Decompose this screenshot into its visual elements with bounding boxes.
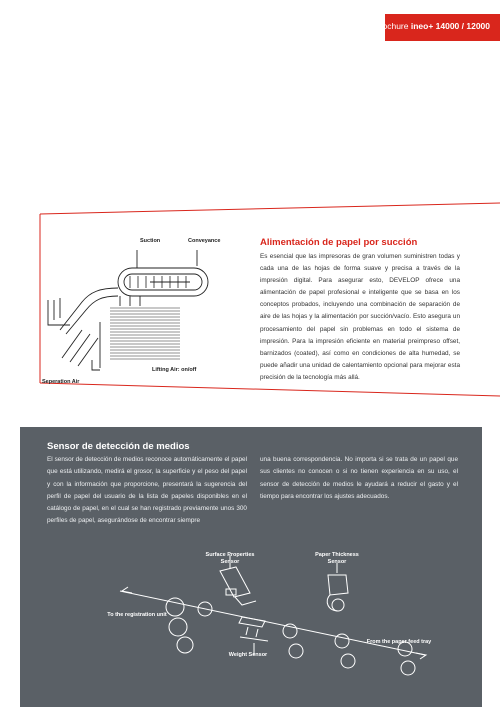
brochure-header <box>373 14 500 44</box>
header-title <box>374 21 490 31</box>
suction-feed-section <box>0 200 500 410</box>
weight-sensor-label: Weight Sensor <box>228 652 268 658</box>
suction-title: Alimentación de papel por succión <box>260 237 418 248</box>
thickness-sensor-label: Paper Thickness Sensor <box>315 552 359 565</box>
brochure-label: Brochure <box>373 21 411 31</box>
conveyance-label: Conveyance <box>188 238 221 244</box>
paper-feed-label: From the paper feed tray <box>366 639 432 645</box>
separation-air-label: Seperation Air <box>42 379 80 385</box>
registration-unit-label: To the registration unit <box>107 612 167 618</box>
suction-body: Es esencial que las impresoras de gran volumen suministren todas y cada una de las hojas de forma suave y precisa a través de la impresión digital. Para asegurar esto, DEVELOP ofrece una alimentación de papel profesional e inteligente que se basa en los conceptos probados, incluyendo una combinación de separación de aire de las hojas y la alimentación por succión/vacío. Esto asegura un procesamiento del papel sin problemas en todo el sistema de impresión. Para la impresión eficiente en material preimpreso offset, barnizados (coated), así como en condiciones de alta humedad, se puede añadir una unidad de calentamiento opcional para mejorar esta precisión de la tecnología más allá. <box>260 253 460 381</box>
suction-feed-diagram <box>30 230 240 395</box>
product-label: ineo+ 14000 / 12000 <box>410 21 490 31</box>
sensor-body-col2: una buena correspondencia. No importa si se trata de un papel que sus clientes no conocen o si no tienen experiencia en su uso, el sensor de detección de medios le ayudará a reducir el gasto y el tiempo para encontrar los ajustes adecuados. <box>260 456 458 500</box>
media-sensor-panel <box>20 427 482 707</box>
sensor-title: Sensor de detección de medios <box>47 441 190 452</box>
lifting-air-label: Lifting Air: on/off <box>152 367 197 373</box>
suction-label: Suction <box>140 238 161 244</box>
sensor-body-col1: El sensor de detección de medios reconoce automáticamente el papel que está utilizando, medirá el grosor, la superficie y el peso del papel y con la información que proporcione, presentará la sugerencia del perfil de papel del usuario de la lista de papeles disponibles en el catálogo de papel, en el cual se han registrado previamente unos 300 perfiles de papel, asegurándose de encontrar siempre <box>47 456 247 525</box>
surface-sensor-label: Surface Properties Sensor <box>205 552 255 565</box>
